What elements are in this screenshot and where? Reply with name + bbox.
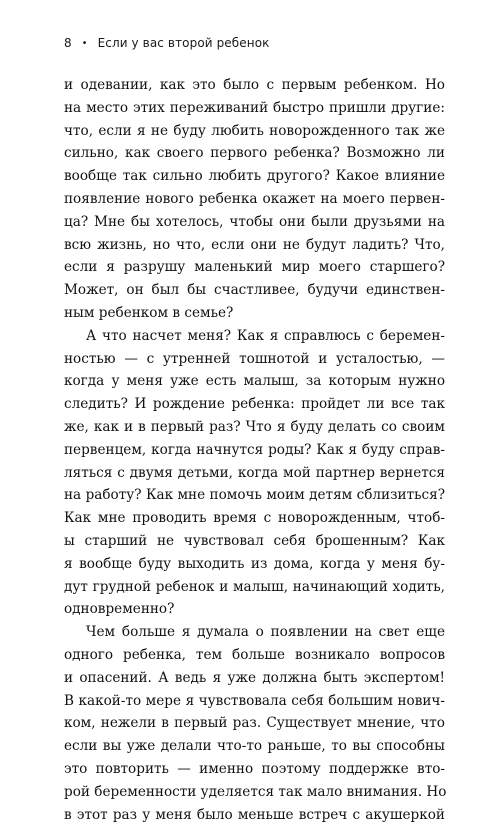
paragraph <box>64 74 445 325</box>
text-line: рой беременности уделяется так мало внимания. Но <box>64 781 445 804</box>
text-line: ца? Мне бы хотелось, чтобы они были друзьями на <box>64 211 445 234</box>
paragraph <box>64 621 445 826</box>
text-line: на работу? Как мне помочь моим детям сблизиться? <box>64 484 445 507</box>
text-line: я вообще буду выходить из дома, когда у меня бу- <box>64 553 445 576</box>
text-line: и одевании, как это было с первым ребенком. Но <box>64 74 445 97</box>
text-line: на место этих переживаний быстро пришли другие: <box>64 97 445 120</box>
running-head-title: Если у вас второй ребенок <box>98 36 270 50</box>
text-line: ным ребенком в семье? <box>64 302 445 325</box>
paragraph <box>64 325 445 621</box>
text-line: это повторить — именно поэтому поддержке вто- <box>64 758 445 781</box>
text-line: всю жизнь, но что, если они не будут ладить? Что, <box>64 234 445 257</box>
text-line: и опасений. А ведь я уже должна быть экспертом! <box>64 667 445 690</box>
text-line: если вы уже делали что-то раньше, то вы способны <box>64 735 445 758</box>
text-line: одновременно? <box>64 598 445 621</box>
text-line: ы старший не чувствовал себя брошенным? Как <box>64 530 445 553</box>
text-line: сильно, как своего первого ребенка? Возможно ли <box>64 142 445 165</box>
running-head-bullet: • <box>82 38 88 49</box>
text-line: одного ребенка, тем больше возникало вопросов <box>64 644 445 667</box>
text-line: Может, он был бы счастливее, будучи единствен- <box>64 279 445 302</box>
text-line: первенцем, когда начнутся роды? Как я буду справ- <box>64 439 445 462</box>
text-line: когда у меня уже есть малыш, за которым нужно <box>64 370 445 393</box>
body-text <box>64 74 445 826</box>
text-line: А что насчет меня? Как я справлюсь с беремен- <box>64 325 445 348</box>
text-line: ляться с двумя детьми, когда мой партнер вернется <box>64 462 445 485</box>
text-line: появление нового ребенка окажет на моего первен- <box>64 188 445 211</box>
text-line: что, если я не буду любить новорожденного так же <box>64 120 445 143</box>
text-line: если я разрушу маленький мир моего старшего? <box>64 256 445 279</box>
text-line: следить? И рождение ребенка: пройдет ли все так <box>64 393 445 416</box>
text-line: Чем больше я думала о появлении на свет еще <box>64 621 445 644</box>
text-line: же, как и в первый раз? Что я буду делать со своим <box>64 416 445 439</box>
text-line: ностью — с утренней тошнотой и усталостью, — <box>64 348 445 371</box>
running-head <box>64 36 270 50</box>
text-line: вообще так сильно любить другого? Какое влияние <box>64 165 445 188</box>
text-line: ком, нежели в первый раз. Существует мнение, что <box>64 712 445 735</box>
text-line: дут грудной ребенок и малыш, начинающий ходить, <box>64 576 445 599</box>
text-line: Как мне проводить время с новорожденным, чтоб- <box>64 507 445 530</box>
text-line: в этот раз у меня было меньше встреч с акушеркой <box>64 804 445 826</box>
page-number: 8 <box>64 36 72 50</box>
text-line: В какой-то мере я чувствовала себя большим нович- <box>64 690 445 713</box>
